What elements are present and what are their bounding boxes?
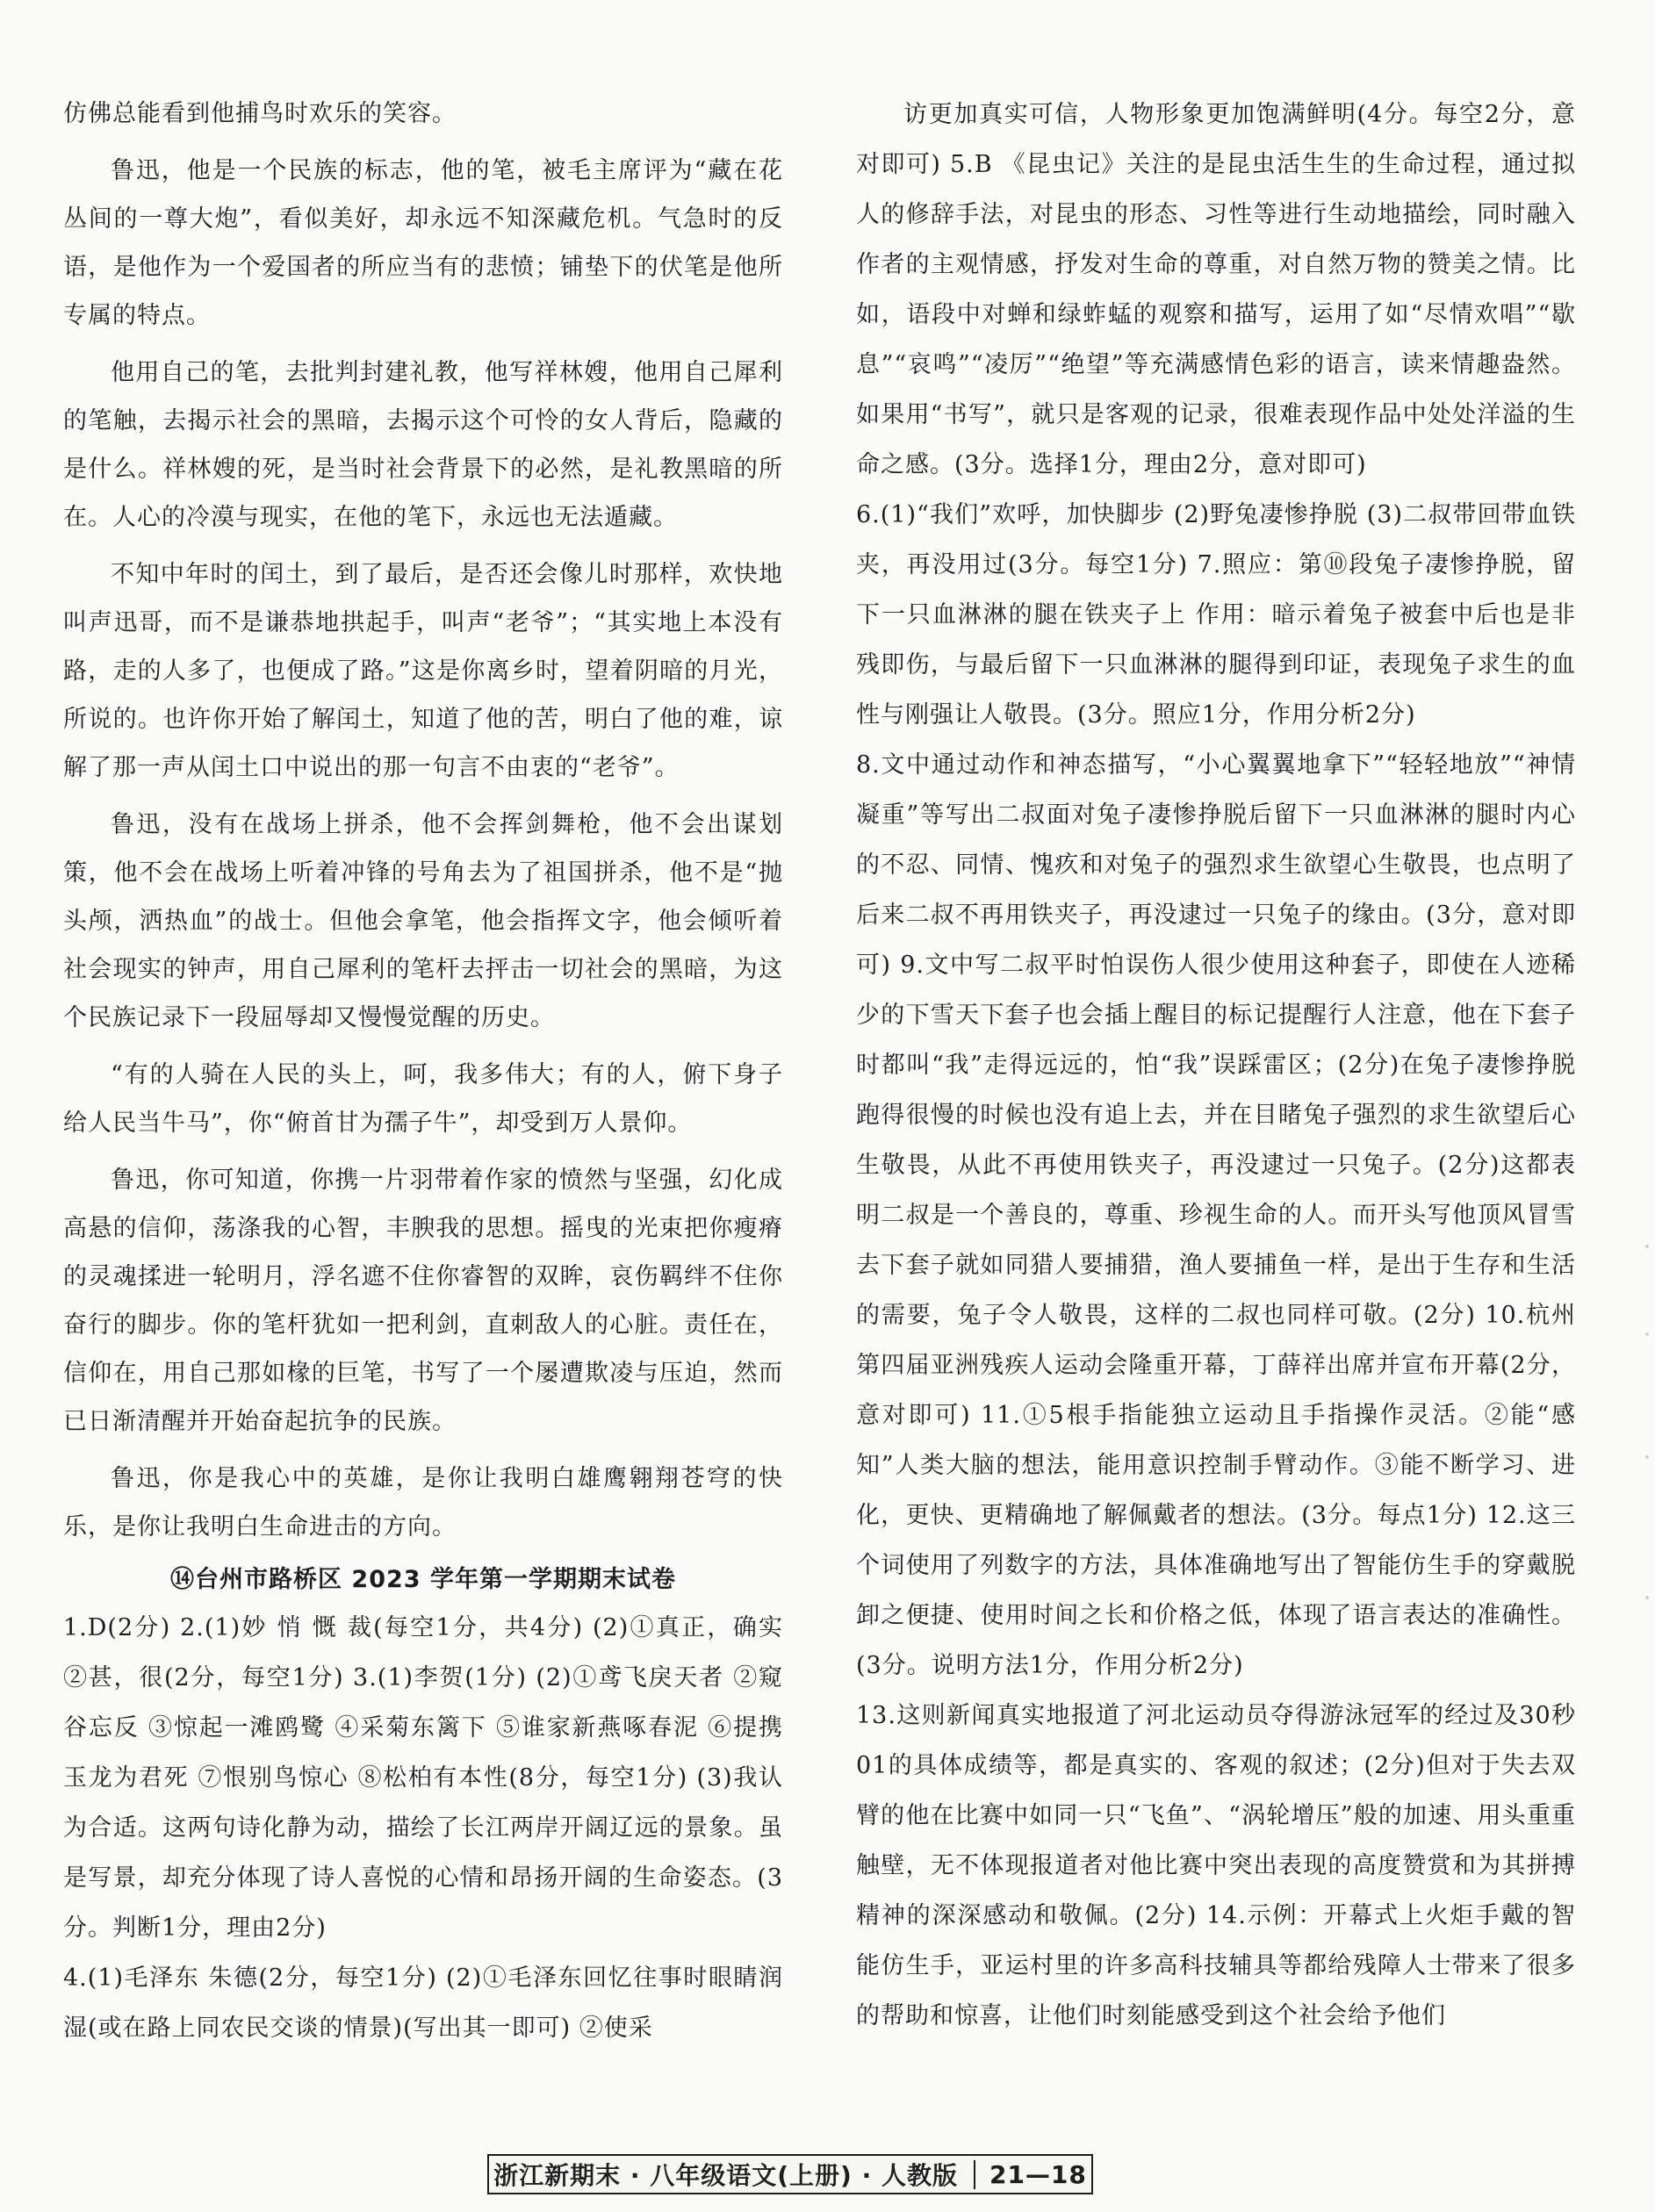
essay-paragraph: 鲁迅，没有在战场上拼杀，他不会挥剑舞枪，他不会出谋划策，他不会在战场上听着冲锋的号角去为了祖国拼杀，他不是“抛头颅，洒热血”的战士。但他会拿笔，他会指挥文字，他会倾听着社会现实的钟声，用自己犀利的笔杆去抨击一切社会的黑暗，为这个民族记录下一段屈辱却又慢慢觉醒的历史。 [63,811,783,1031]
answer-block: 1.D(2分) 2.(1)妙 悄 慨 裁(每空1分，共4分) (2)①真正，确实 ②甚，很(2分，每空1分) 3.(1)李贺(1分) (2)①鸢飞戾天者 ②窥谷忘反 ③惊起一滩鸥鹭 ④采菊东篱下 ⑤谁家新燕啄春泥 ⑥提携玉龙为君死 ⑦恨别鸟惊心 ⑧松柏有本性(8分，每空1分) (3)我认为合适。这两句诗化静为动，描绘了长江两岸开阔辽远的景象。虽是写景，却充分体现了诗人喜悦的心情和昂扬开阔的生命姿态。(3分。判断1分，理由2分) [63,1614,783,1942]
exam-section-title: ⑭台州市路桥区 2023 学年第一学期期末试卷 [170,1566,676,1593]
answer-block: 13.这则新闻真实地报道了河北运动员夺得游泳冠军的经过及30秒01的具体成绩等，都是真实的、客观的叙述；(2分)但对于失去双臂的他在比赛中如同一只“飞鱼”、“涡轮增压”般的加速、用头重重触壁，无不体现报道者对他比赛中突出表现的高度赞赏和为其拼搏精神的深深感动和敬佩。(2分) 14.示例：开幕式上火炬手戴的智能仿生手，亚运村里的许多高科技辅具等都给残障人士带来了很多的帮助和惊喜，让他们时刻能感受到这个社会给予他们 [856,1702,1576,2029]
right-column [856,90,1576,2041]
essay-paragraph: 不知中年时的闰土，到了最后，是否还会像儿时那样，欢快地叫声迅哥，而不是谦恭地拱起手，叫声“老爷”；“其实地上本没有路，走的人多了，也便成了路。”这是你离乡时，望着阴暗的月光，所说的。也许你开始了解闰土，知道了他的苦，明白了他的难，谅解了那一声从闰土口中说出的那一句言不由衷的“老爷”。 [63,561,783,781]
footer-title: 浙江新期末 · 八年级语文(上册) · 人教版 [493,2161,958,2190]
essay-paragraph: 鲁迅，你可知道，你携一片羽带着作家的愤然与坚强，幻化成高悬的信仰，荡涤我的心智，丰腴我的思想。摇曳的光束把你瘦瘠的灵魂揉进一轮明月，浮名遮不住你睿智的双眸，哀伤羁绊不住你奋行的脚步。你的笔杆犹如一把利剑，直刺敌人的心脏。责任在，信仰在，用自己那如椽的巨笔，书写了一个屡遭欺凌与压迫，然而已日渐清醒并开始奋起抗争的民族。 [63,1167,783,1435]
essay-paragraph: 仿佛总能看到他捕鸟时欢乐的笑容。 [63,100,457,127]
answer-block: 访更加真实可信，人物形象更加饱满鲜明(4分。每空2分，意对即可) 5.B 《昆虫记》关注的是昆虫活生生的生命过程，通过拟人的修辞手法，对昆虫的形态、习性等进行生动地描绘，同时融入作者的主观情感，抒发对生命的尊重，对自然万物的赞美之情。比如，语段中对蝉和绿蚱蜢的观察和描写，运用了如“尽情欢唱”“歇息”“哀鸣”“凌厉”“绝望”等充满感情色彩的语言，读来情趣盎然。如果用“书写”，就只是客观的记录，很难表现作品中处处洋溢的生命之感。(3分。选择1分，理由2分，意对即可) [856,101,1576,478]
page-number: 21—18 [974,2160,1087,2189]
essay-paragraph: 鲁迅，你是我心中的英雄，是你让我明白雄鹰翱翔苍穹的快乐，是你让我明白生命进击的方向。 [63,1465,783,1540]
answer-block: 6.(1)“我们”欢呼，加快脚步 (2)野兔凄惨挣脱 (3)二叔带回带血铁夹，再没用过(3分。每空1分) 7.照应：第⑩段兔子凄惨挣脱，留下一只血淋淋的腿在铁夹子上 作用：暗示着兔子被套中后也是非残即伤，与最后留下一只血淋淋的腿得到印证，表现兔子求生的血性与刚强让人敬畏。(3分。照应1分，作用分析2分) [856,501,1576,729]
left-column [63,90,783,2053]
essay-paragraph: 鲁迅，他是一个民族的标志，他的笔，被毛主席评为“藏在花丛间的一尊大炮”，看似美好，却永远不知深藏危机。气急时的反语，是他作为一个爱国者的所应当有的悲愤；铺垫下的伏笔是他所专属的特点。 [63,157,783,329]
essay-paragraph: “有的人骑在人民的头上，呵，我多伟大；有的人，俯下身子给人民当牛马”，你“俯首甘为孺子牛”，却受到万人景仰。 [63,1061,783,1137]
page-footer [487,2154,1093,2194]
essay-paragraph: 他用自己的笔，去批判封建礼教，他写祥林嫂，他用自己犀利的笔触，去揭示社会的黑暗，去揭示这个可怜的女人背后，隐藏的是什么。祥林嫂的死，是当时社会背景下的必然，是礼教黑暗的所在。人心的冷漠与现实，在他的笔下，永远也无法遁藏。 [63,359,783,531]
answer-block: 4.(1)毛泽东 朱德(2分，每空1分) (2)①毛泽东回忆往事时眼睛润湿(或在路上同农民交谈的情景)(写出其一即可) ②使采 [63,1964,783,2042]
answer-block: 8.文中通过动作和神态描写，“小心翼翼地拿下”“轻轻地放”“神情凝重”等写出二叔面对兔子凄惨挣脱后留下一只血淋淋的腿时内心的不忍、同情、愧疚和对兔子的强烈求生欲望心生敬畏，也点明了后来二叔不再用铁夹子，再没逮过一只兔子的缘由。(3分，意对即可) 9.文中写二叔平时怕误伤人很少使用这种套子，即使在人迹稀少的下雪天下套子也会插上醒目的标记提醒行人注意，他在下套子时都叫“我”走得远远的，怕“我”误踩雷区；(2分)在兔子凄惨挣脱跑得很慢的时候也没有追上去，并在目睹兔子强烈的求生欲望后心生敬畏，从此不再使用铁夹子，再没逮过一只兔子。(2分)这都表明二叔是一个善良的，尊重、珍视生命的人。而开头写他顶风冒雪去下套子就如同猎人要捕猎，渔人要捕鱼一样，是出于生存和生活的需要，兔子令人敬畏，这样的二叔也同样可敬。(2分) 10.杭州第四届亚洲残疾人运动会隆重开幕，丁薛祥出席并宣布开幕(2分，意对即可) 11.①5根手指能独立运动且手指操作灵活。②能“感知”人类大脑的想法，能用意识控制手臂动作。③能不断学习、进化，更快、更精确地了解佩戴者的想法。(3分。每点1分) 12.这三个词使用了列数字的方法，具体准确地写出了智能仿生手的穿戴脱卸之便捷、使用时间之长和价格之低，体现了语言表达的准确性。(3分。说明方法1分，作用分析2分) [856,751,1576,1679]
scan-edge-marks [1644,1229,1650,1756]
